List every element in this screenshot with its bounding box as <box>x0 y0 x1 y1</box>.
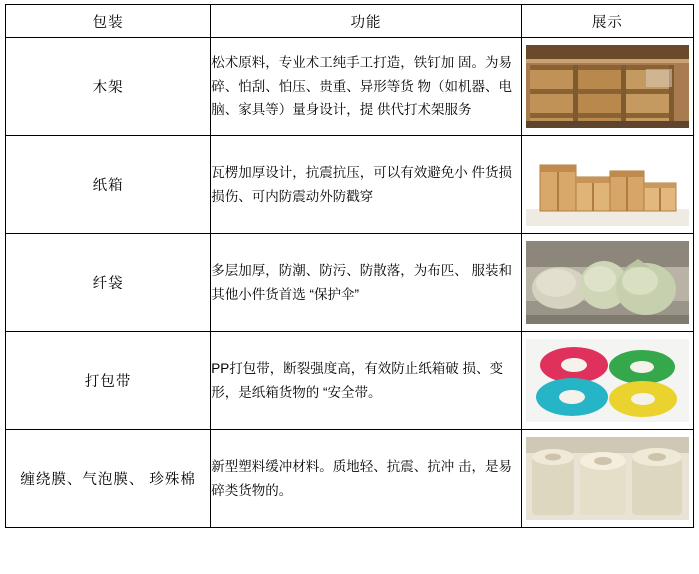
cell-package-name: 木架 <box>6 38 211 136</box>
table-row <box>6 430 694 528</box>
cell-function-text: 松术原料，专业术工纯手工打造，铁钉加 固。为易碎、怕刮、怕压、贵重、异形等货 物（如机器、电脑、家具等）量身设计，提 供代打术架服务 <box>211 38 521 136</box>
cell-package-name: 打包带 <box>6 332 211 430</box>
cell-function-text: 新型塑料缓冲材料。质地轻、抗震、抗冲 击，是易碎类货物的。 <box>211 430 521 528</box>
cell-package-name: 缠绕膜、气泡膜、 珍殊棉 <box>6 430 211 528</box>
cell-function-text: 瓦楞加厚设计，抗震抗压，可以有效避免小 件货损损伤、可内防震动外防戳穿 <box>211 136 521 234</box>
table-row <box>6 332 694 430</box>
carton-boxes-photo <box>526 143 689 226</box>
cell-display-image <box>521 430 693 528</box>
header-cell-display: 展示 <box>521 5 693 38</box>
cell-function-text: PP打包带，断裂强度高，有效防止纸箱破 损、变形，是纸箱货物的 “安全带。 <box>211 332 521 430</box>
thumbnail-wrapper <box>522 140 693 229</box>
table-body <box>6 38 694 528</box>
cell-display-image <box>521 332 693 430</box>
thumbnail-wrapper <box>522 434 693 523</box>
table-row <box>6 38 694 136</box>
thumbnail-wrapper <box>522 238 693 327</box>
stretch-film-photo <box>526 437 689 520</box>
cell-display-image <box>521 234 693 332</box>
cell-function-text: 多层加厚，防潮、防污、防散落，为布匹、 服装和其他小件货首选 “保护伞” <box>211 234 521 332</box>
woven-bags-photo <box>526 241 689 324</box>
thumbnail-wrapper <box>522 336 693 425</box>
packaging-table-document <box>0 4 699 574</box>
table-row <box>6 136 694 234</box>
header-cell-function: 功能 <box>211 5 521 38</box>
cell-display-image <box>521 136 693 234</box>
table-row <box>6 234 694 332</box>
packing-straps-photo <box>526 339 689 422</box>
packaging-table <box>5 4 694 528</box>
cell-display-image <box>521 38 693 136</box>
thumbnail-wrapper <box>522 42 693 131</box>
cell-package-name: 纤袋 <box>6 234 211 332</box>
cell-package-name: 纸箱 <box>6 136 211 234</box>
wooden-crate-photo <box>526 45 689 128</box>
table-header-row <box>6 5 694 38</box>
header-cell-package: 包装 <box>6 5 211 38</box>
table-header <box>6 5 694 38</box>
